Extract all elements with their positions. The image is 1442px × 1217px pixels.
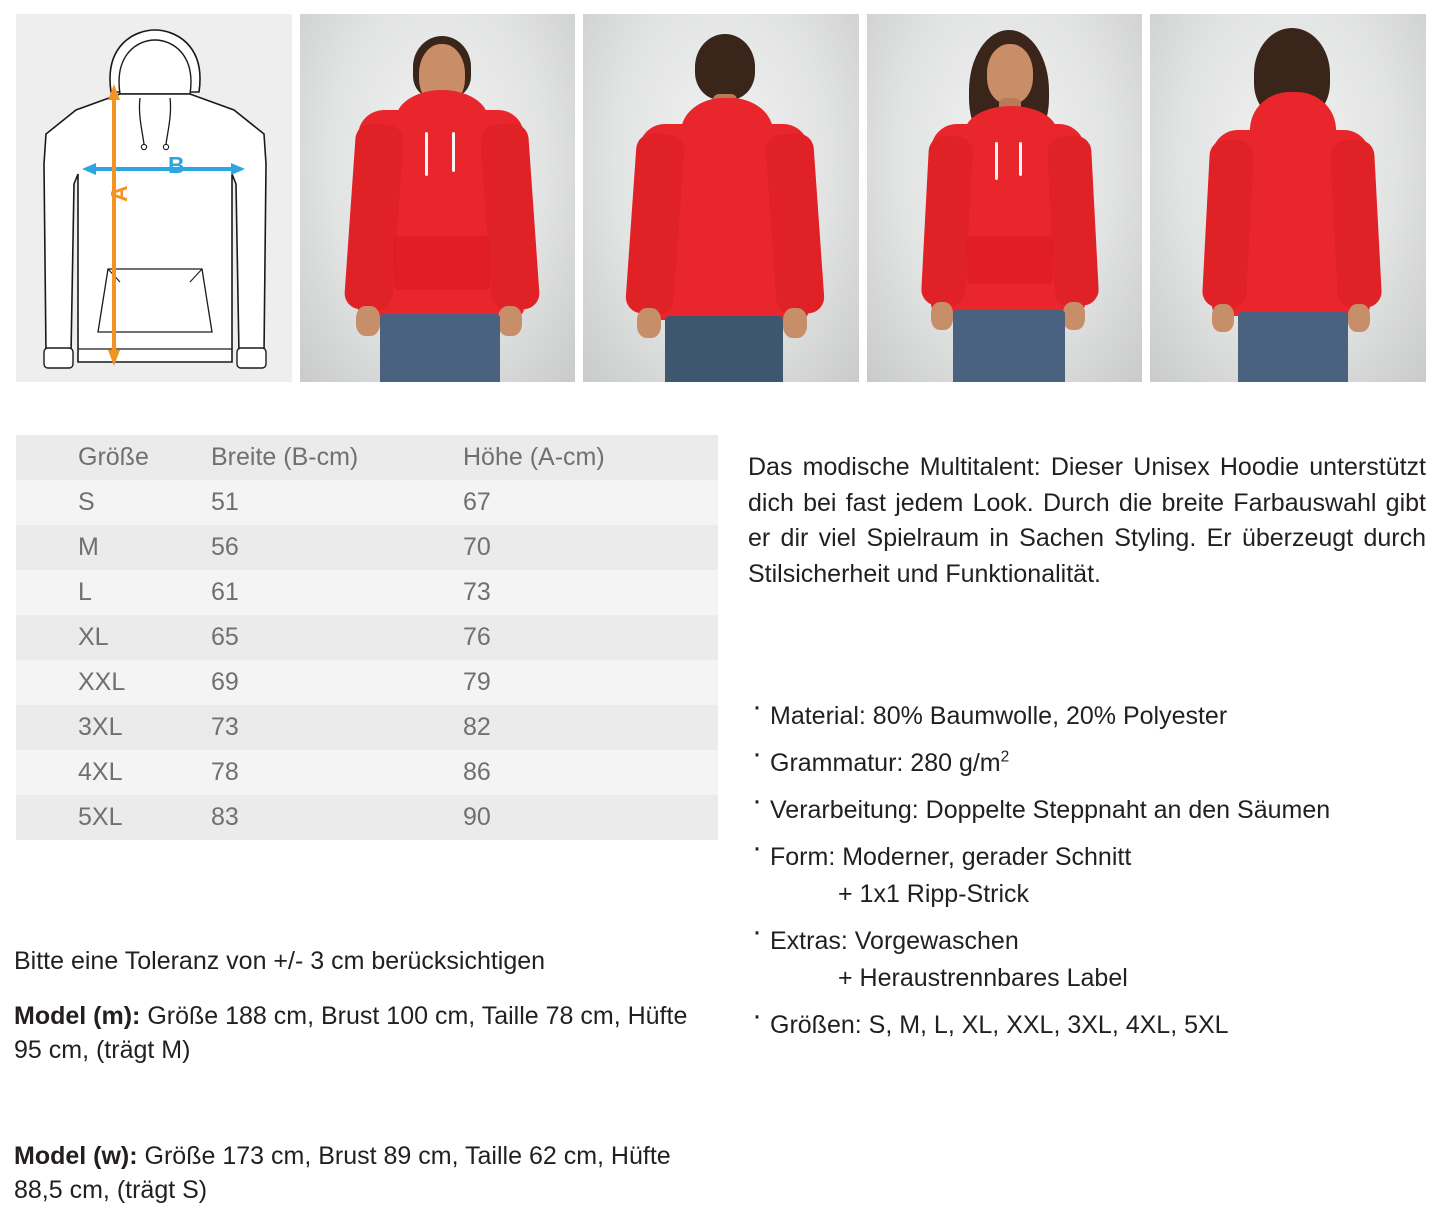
hoodie-outline-svg: [16, 14, 292, 382]
product-specs-list: [748, 698, 1438, 1054]
photo-model-female-back: [1150, 14, 1426, 382]
kangaroo-pocket: [967, 236, 1053, 284]
hand-right: [783, 308, 807, 338]
spec-grammatur-text: Grammatur: 280 g/m: [770, 749, 1001, 777]
header-width: Breite (B-cm): [211, 443, 359, 471]
header-size: Größe: [78, 443, 149, 471]
jeans: [380, 314, 500, 382]
header-height: Höhe (A-cm): [463, 443, 605, 471]
cell-size: M: [78, 533, 99, 561]
hand-right: [1063, 302, 1085, 330]
cell-size: L: [78, 578, 92, 606]
table-row: [16, 795, 718, 840]
cell-size: XXL: [78, 668, 126, 696]
cell-width: 56: [211, 533, 239, 561]
table-row: [16, 480, 718, 525]
table-row: [16, 615, 718, 660]
table-header-row: [16, 435, 718, 480]
spec-form-sub: + 1x1 Ripp-Strick: [838, 880, 1030, 908]
spec-material: · Material: 80% Baumwolle, 20% Polyester: [748, 698, 1438, 735]
spec-verarbeitung: · Verarbeitung: Doppelte Steppnaht an den Säumen: [748, 792, 1438, 829]
spec-extras: [748, 923, 1438, 997]
male-front-figure: [300, 14, 576, 382]
model-male-label: Model (m):: [14, 1002, 141, 1030]
technical-drawing-card: [16, 14, 292, 382]
drawstring-right: [1019, 142, 1022, 176]
cell-height: 90: [463, 803, 491, 831]
sleeve-right: [1330, 139, 1383, 309]
model-male-note: [14, 1000, 714, 1068]
product-image-strip: [16, 14, 1426, 382]
photo-model-male-back: [583, 14, 859, 382]
hoodie-measurement-diagram: [16, 14, 292, 382]
spec-grammatur: [748, 745, 1438, 782]
cell-height: 82: [463, 713, 491, 741]
drawstring-left: [425, 132, 428, 176]
table-row: [16, 525, 718, 570]
table-row: [16, 660, 718, 705]
spec-extras-text: Extras: Vorgewaschen: [770, 927, 1019, 955]
cell-size: XL: [78, 623, 109, 651]
dimension-label-b: B: [168, 152, 185, 178]
spec-form-text: Form: Moderner, gerader Schnitt: [770, 843, 1132, 871]
jeans: [1238, 312, 1348, 382]
product-description: Das modische Multitalent: Dieser Unisex Hoodie unterstützt dich bei fast jedem Look. Durch die breite Farbauswahl gibt er dir viel Spielraum in Sachen Styling. Er überzeugt durch Stilsicherheit und Funktionalität.: [748, 453, 1426, 588]
table-row: [16, 705, 718, 750]
photo-model-female-front: [867, 14, 1143, 382]
hand-left: [1212, 304, 1234, 332]
jeans: [953, 310, 1065, 382]
hand-left: [931, 302, 953, 330]
cell-height: 67: [463, 488, 491, 516]
cell-size: 3XL: [78, 713, 123, 741]
spec-grammatur-exponent: 2: [1000, 748, 1010, 766]
jeans: [665, 316, 783, 382]
female-front-figure: [867, 14, 1143, 382]
tolerance-note: Bitte eine Toleranz von +/- 3 cm berücksichtigen: [14, 947, 546, 975]
model-female-text: Größe 173 cm, Brust 89 cm, Taille 62 cm, Hüfte 88,5 cm, (trägt S): [14, 1142, 671, 1204]
cell-height: 70: [463, 533, 491, 561]
cell-size: S: [78, 488, 95, 516]
spec-extras-sub: + Heraustrennbares Label: [838, 964, 1128, 992]
model-male-text: Größe 188 cm, Brust 100 cm, Taille 78 cm, Hüfte 95 cm, (trägt M): [14, 1002, 688, 1064]
drawstring-right: [452, 132, 455, 172]
cell-height: 76: [463, 623, 491, 651]
kangaroo-pocket: [394, 236, 490, 290]
cell-width: 61: [211, 578, 239, 606]
dimension-label-a: A: [106, 185, 132, 202]
model-female-note: [14, 1140, 714, 1208]
female-back-figure: [1150, 14, 1426, 382]
cell-height: 86: [463, 758, 491, 786]
hand-left: [637, 308, 661, 338]
cell-width: 51: [211, 488, 239, 516]
photo-model-male-front: [300, 14, 576, 382]
sleeve-left: [920, 135, 973, 307]
hand-right: [498, 306, 522, 336]
cell-width: 69: [211, 668, 239, 696]
cell-width: 78: [211, 758, 239, 786]
model-female-label: Model (w):: [14, 1142, 138, 1170]
cell-size: 5XL: [78, 803, 123, 831]
table-row: [16, 570, 718, 615]
hand-right: [1348, 304, 1370, 332]
hand-left: [356, 306, 380, 336]
cell-width: 65: [211, 623, 239, 651]
cell-height: 79: [463, 668, 491, 696]
sleeve-right: [1046, 135, 1099, 307]
cell-width: 83: [211, 803, 239, 831]
cell-width: 73: [211, 713, 239, 741]
sleeve-left: [1202, 139, 1255, 309]
male-back-figure: [583, 14, 859, 382]
head: [987, 44, 1033, 104]
drawstring-left: [995, 142, 998, 180]
hair: [695, 34, 755, 100]
size-table: [16, 435, 718, 840]
cell-size: 4XL: [78, 758, 123, 786]
table-row: [16, 750, 718, 795]
spec-groessen: · Größen: S, M, L, XL, XXL, 3XL, 4XL, 5XL: [748, 1007, 1438, 1044]
cell-height: 73: [463, 578, 491, 606]
spec-form: [748, 839, 1438, 913]
